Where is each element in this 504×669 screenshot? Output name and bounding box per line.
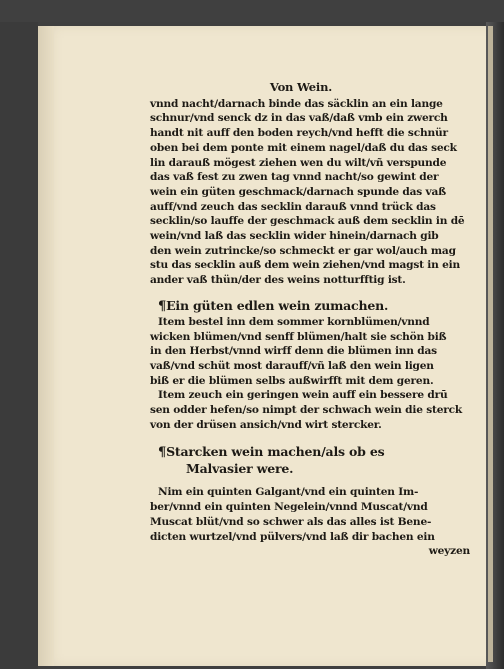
- text-line: lin darauß mögest ziehen wen du wilt/vñ verspunde: [150, 156, 447, 169]
- text-line: handt nit auff den boden reych/vnd hefft die schnür: [150, 127, 448, 140]
- text-line: von der drüsen ansich/vnd wirt stercker.: [150, 418, 382, 431]
- text-line: secklin/so lauffe der geschmack auß dem secklin in dē: [150, 215, 465, 228]
- text-line: auff/vnd zeuch das secklin darauß vnnd trück das: [150, 200, 436, 213]
- text-line: in den Herbst/vnnd wirff denn die blümen inn das: [150, 345, 437, 358]
- pilcrow-icon: ¶: [158, 445, 167, 461]
- text-line: Nim ein quinten Galgant/vnd ein quinten Im-: [158, 486, 419, 499]
- catchword: weyzen: [428, 545, 470, 558]
- heading-line: Malvasier were.: [186, 461, 294, 477]
- section-heading-1: [150, 298, 470, 315]
- text-line: das vaß fest zu zwen tag vnnd nacht/so gewint der: [150, 171, 439, 184]
- paragraph-4: [150, 485, 470, 544]
- text-line: stu das secklin auß dem wein ziehen/vnd magst in ein: [150, 259, 460, 272]
- text-line: Muscat blüt/vnd so schwer als das alles ist Bene-: [150, 515, 432, 528]
- heading-line: [150, 444, 470, 461]
- text-line: ander vaß thün/der des weins notturfftig ist.: [150, 274, 406, 287]
- text-line: Item bestel inn dem sommer kornblümen/vnnd: [158, 315, 430, 328]
- text-line: sen odder hefen/so nimpt der schwach wein die sterck: [150, 404, 463, 417]
- text-line: schnur/vnd senck dz in das vaß/daß vmb ein zwerch: [150, 112, 448, 125]
- text-line: Item zeuch ein geringen wein auff ein bessere drū: [158, 389, 448, 402]
- section-heading-2: [150, 444, 470, 477]
- paragraph-1: [150, 97, 470, 288]
- text-line: dicten wurtzel/vnd pülvers/vnd laß dir bachen ein: [150, 530, 435, 543]
- text-line: wein ein güten geschmack/darnach spunde das vaß: [150, 185, 447, 198]
- facing-page-edge: [486, 22, 504, 669]
- scan-background-left: [0, 22, 38, 669]
- running-head: Von Wein.: [269, 80, 333, 94]
- page-gutter-shadow: [38, 26, 54, 666]
- page-text: [150, 80, 470, 559]
- paragraph-3: [150, 388, 470, 432]
- text-line: biß er die blümen selbs außwirfft mit dem geren.: [150, 374, 434, 387]
- facing-page-sliver: [488, 26, 493, 662]
- text-line: ber/vnnd ein quinten Negelein/vnnd Muscat/vnd: [150, 501, 428, 514]
- text-line: vnnd nacht/darnach binde das säcklin an ein lange: [150, 97, 443, 110]
- heading-text: Starcken wein machen/als ob es: [166, 444, 385, 460]
- text-line: wicken blümen/vnd senff blümen/halt sie schön biß: [150, 330, 447, 343]
- text-line: oben bei dem ponte mit einem nagel/daß du das seck: [150, 141, 457, 154]
- text-line: vaß/vnd schüt most darauff/vñ laß den wein ligen: [150, 359, 434, 372]
- text-line: den wein zutrincke/so schmeckt er gar wol/auch mag: [150, 244, 456, 257]
- pilcrow-icon: ¶: [158, 298, 167, 314]
- paragraph-2: [150, 315, 470, 389]
- text-line: wein/vnd laß das secklin wider hinein/darnach gib: [150, 230, 439, 243]
- scan-background-top: [0, 0, 504, 22]
- heading-text: Ein güten edlen wein zumachen.: [166, 297, 389, 313]
